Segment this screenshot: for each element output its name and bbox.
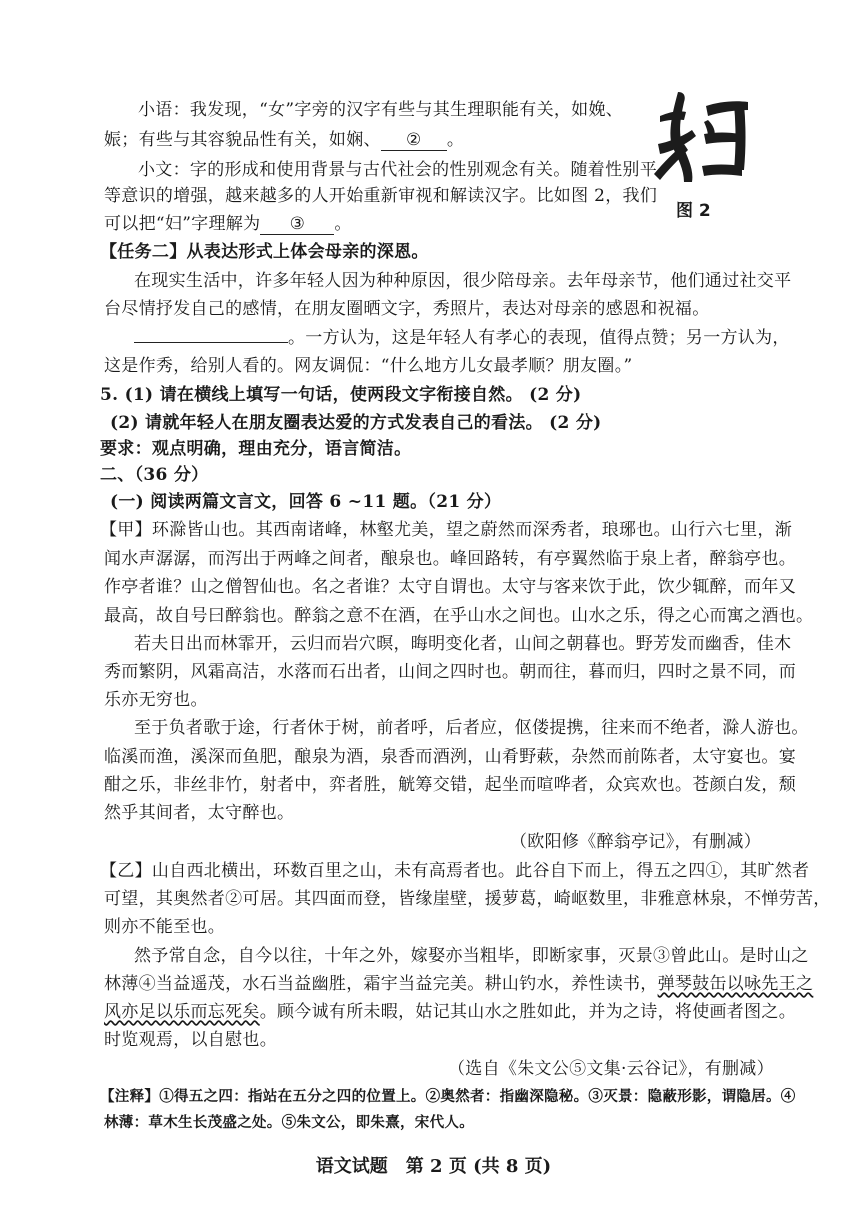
xiaowen-line-3: [104, 212, 352, 236]
xiaoyu-line-1: 小语：我发现，“女”字旁的汉字有些与其生理职能有关，如娩、: [138, 100, 624, 120]
jia-source: （欧阳修《醉翁亭记》，有删减）: [510, 832, 761, 852]
task2-title: 【任务二】从表达形式上体会母亲的深恩。: [100, 242, 429, 262]
blank-2: ②: [381, 130, 447, 151]
yi-line-2: 可望，其奥然者②可居。其四面而登，皆缘崖壁，援萝葛，崎岖数里，非雅意林泉，不惮劳苦，: [104, 889, 831, 909]
jia-line-11: 然乎其间者，太守醉也。: [104, 803, 295, 823]
xiaowen-line-2: 等意识的增强，越来越多的人开始重新审视和解读汉字。比如图 2，我们: [104, 186, 658, 206]
jia-line-7: 乐亦无穷也。: [104, 690, 208, 710]
yi-source: （选自《朱文公⑤文集·云谷记》，有删减）: [448, 1059, 774, 1079]
answer-blank-5: [134, 342, 288, 343]
subsection-1-heading: (一) 阅读两篇文言文，回答 6 ~11 题。（21 分）: [110, 492, 502, 512]
xiaoyu-line-2: [104, 128, 464, 152]
jia-line-1: 【甲】环滁皆山也。其西南诸峰，林壑尤美，望之蔚然而深秀者，琅琊也。山行六七里，渐: [100, 520, 792, 540]
yi-line-4: 然予常自念，自今以往，十年之外，嫁娶亦当粗毕，即断家事，灭景③曾此山。是时山之: [134, 946, 809, 966]
jia-line-3: 作亭者谁？山之僧智仙也。名之者谁？太守自谓也。太守与客来饮于此，饮少辄醉，而年又: [104, 577, 796, 597]
section-2-heading: 二、（36 分）: [100, 465, 209, 485]
task2-para1-line1: 在现实生活中，许多年轻人因为种种原因，很少陪母亲。去年母亲节，他们通过社交平: [134, 271, 792, 291]
jia-line-6: 秀而繁阴，风霜高洁，水落而石出者，山间之四时也。朝而往，暮而归，四时之景不同，而: [104, 662, 796, 682]
figure-caption: 图 2: [676, 201, 711, 221]
yi-line-7: 时览观焉，以自慰也。: [104, 1030, 277, 1050]
question-5-requirement: 要求：观点明确，理由充分，语言简洁。: [100, 439, 412, 459]
notes-line-2: 林薄：草木生长茂盛之处。⑤朱文公，即朱熹，宋代人。: [104, 1114, 474, 1131]
calligraphy-figure: [648, 86, 758, 188]
yi-line-1: 【乙】山自西北横出，环数百里之山，未有高焉者也。此谷自下而上，得五之四①，其旷然者: [100, 861, 810, 881]
jia-line-10: 酣之乐，非丝非竹，射者中，弈者胜，觥筹交错，起坐而喧哗者，众宾欢也。苍颜白发，颓: [104, 775, 796, 795]
yi-line-5-text: 林薄④当益遥茂，水石当益幽胜，霜宇当益完美。耕山钓水，养性读书，: [104, 974, 658, 994]
jia-line-5: 若夫日出而林霏开，云归而岩穴暝，晦明变化者，山间之朝暮也。野芳发而幽香，佳木: [134, 634, 792, 654]
blank-3: ③: [260, 214, 334, 235]
jia-line-4: 最高，故自号曰醉翁也。醉翁之意不在酒，在乎山水之间也。山水之乐，得之心而寓之酒也。: [104, 606, 814, 626]
yi-line-6-text: 。顾今诚有所未暇，姑记其山水之胜如此，并为之诗，将使画者图之。: [259, 1002, 797, 1022]
task2-para2-text: 。一方认为，这是年轻人有孝心的表现，值得点赞；另一方认为，: [288, 328, 790, 348]
task2-para1-line2: 台尽情抒发自己的感情，在朋友圈晒文字，秀照片，表达对母亲的感恩和祝福。: [104, 299, 710, 319]
notes-line-1: 【注释】①得五之四：指站在五分之四的位置上。②奥然者：指幽深隐秘。③灭景：隐蔽形影，谓隐居。④: [100, 1088, 796, 1105]
xiaoyu-line-2-end: 。: [446, 130, 465, 150]
xiaoyu-line-2-text: 娠；有些与其容貌品性有关，如娴、: [104, 130, 381, 150]
question-5-2: (2) 请就年轻人在朋友圈表达爱的方式发表自己的看法。 (2 分): [110, 413, 602, 433]
yi-underlined-sentence-part2: 风亦足以乐而忘死矣: [104, 1002, 260, 1022]
page-footer: 语文试题 第 2 页 (共 8 页): [315, 1156, 552, 1177]
yi-line-5: [104, 972, 813, 996]
yi-line-6: [104, 1000, 796, 1024]
task2-para2-line2: 这是作秀，给别人看的。网友调侃：“什么地方儿女最孝顺？朋友圈。”: [104, 356, 633, 376]
jia-line-2: 闻水声潺潺，而泻出于两峰之间者，酿泉也。峰回路转，有亭翼然临于泉上者，醉翁亭也。: [104, 549, 796, 569]
xiaowen-line-3-text: 可以把“妇”字理解为: [104, 214, 261, 234]
yi-line-3: 则亦不能至也。: [104, 917, 226, 937]
xiaowen-line-3-end: 。: [334, 214, 352, 234]
jia-line-9: 临溪而渔，溪深而鱼肥，酿泉为酒，泉香而酒洌，山肴野蔌，杂然而前陈者，太守宴也。宴: [104, 747, 796, 767]
xiaowen-line-1: 小文：字的形成和使用背景与古代社会的性别观念有关。随着性别平: [138, 160, 657, 180]
task2-para2-line1: [134, 326, 790, 350]
yi-underlined-sentence-part1: 弹琴鼓缶以咏先王之: [657, 974, 814, 994]
jia-line-8: 至于负者歌于途，行者休于树，前者呼，后者应，伛偻提携，往来而不绝者，滁人游也。: [134, 718, 809, 738]
question-5-1: 5. (1) 请在横线上填写一句话，使两段文字衔接自然。 (2 分): [100, 385, 582, 405]
